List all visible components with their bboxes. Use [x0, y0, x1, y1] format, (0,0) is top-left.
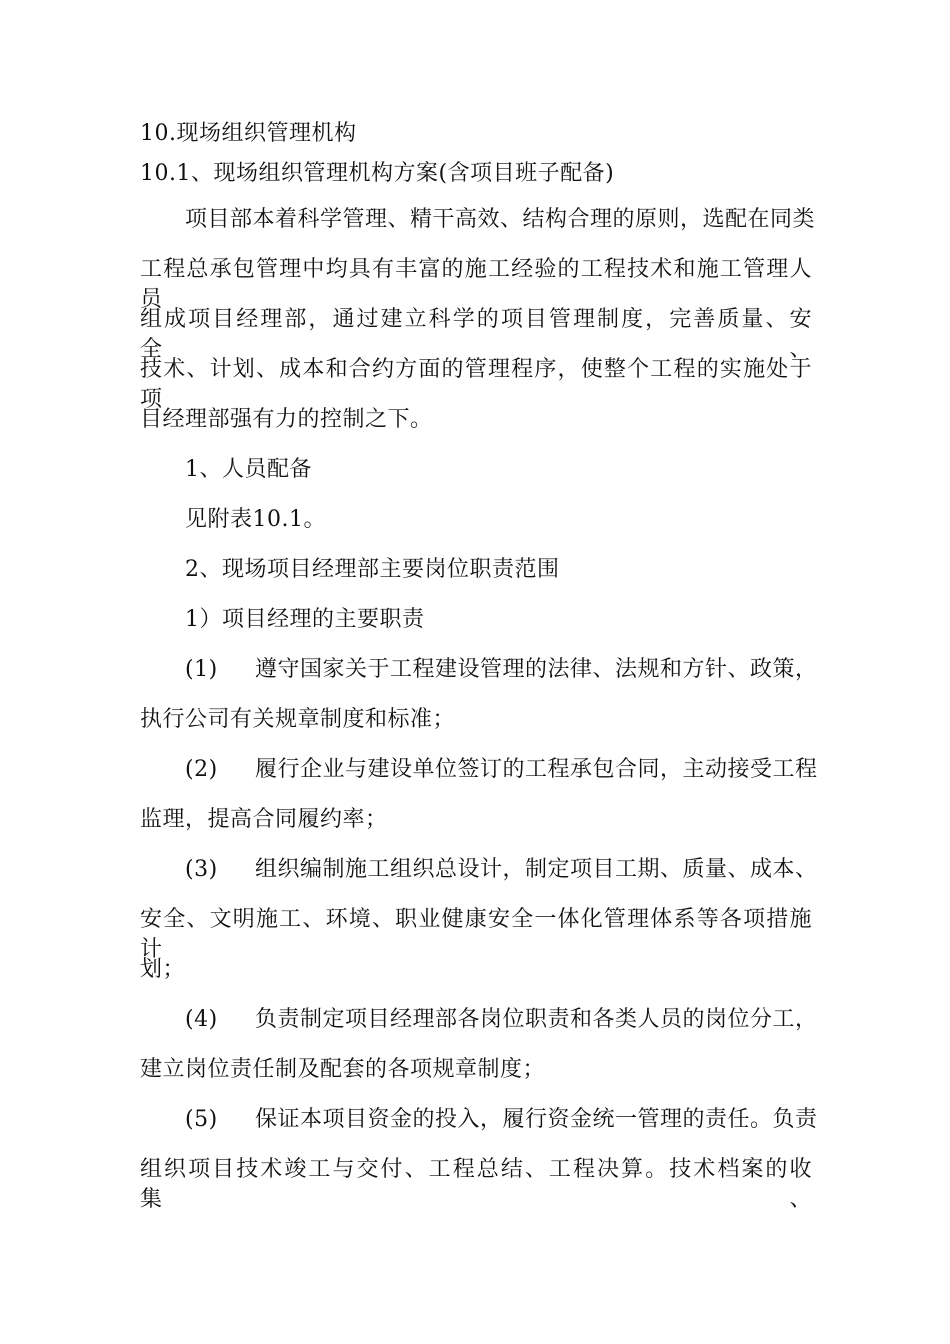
duty-5-line-1: [185, 1105, 818, 1135]
duty-1-line-1: [185, 655, 818, 685]
section-subheading: 10.1、现场组织管理机构方案(含项目班子配备): [140, 161, 615, 186]
intro-line-1: 项目部本着科学管理、精干高效、结构合理的原则，选配在同类: [185, 207, 816, 232]
intro-line-3: 组成项目经理部，通过建立科学的项目管理制度，完善质量、安全、: [140, 307, 812, 362]
duty-3-text: 组织编制施工组织总设计，制定项目工期、质量、成本、: [255, 857, 818, 882]
staffing-body: 见附表10.1。: [185, 507, 326, 532]
intro-line-2: 工程总承包管理中均具有丰富的施工经验的工程技术和施工管理人员: [140, 257, 812, 312]
duty-1-number: (1): [185, 657, 218, 682]
duty-2-number: (2): [185, 757, 218, 782]
duty-1-text: 遵守国家关于工程建设管理的法律、法规和方针、政策，: [255, 657, 818, 682]
duty-3-line-3: 划；: [140, 957, 186, 982]
duty-5-line-2: 组织项目技术竣工与交付、工程总结、工程决算。技术档案的收集、: [140, 1157, 812, 1212]
section-heading: 10.现场组织管理机构: [140, 121, 357, 146]
staffing-title: 1、人员配备: [185, 457, 312, 482]
intro-line-4: 技术、计划、成本和合约方面的管理程序，使整个工程的实施处于项: [140, 357, 812, 412]
duty-1-line-2: 执行公司有关规章制度和标准；: [140, 707, 456, 732]
duty-4-text: 负责制定项目经理部各岗位职责和各类人员的岗位分工，: [255, 1007, 818, 1032]
duty-2-text: 履行企业与建设单位签订的工程承包合同，主动接受工程: [255, 757, 818, 782]
duty-4-line-2: 建立岗位责任制及配套的各项规章制度；: [140, 1057, 546, 1082]
duty-3-number: (3): [185, 857, 218, 882]
duty-2-line-2: 监理，提高合同履约率；: [140, 807, 388, 832]
manager-duties-title: 1）项目经理的主要职责: [185, 607, 425, 632]
duty-5-text: 保证本项目资金的投入，履行资金统一管理的责任。负责: [255, 1107, 818, 1132]
duty-5-number: (5): [185, 1107, 218, 1132]
duty-4-number: (4): [185, 1007, 218, 1032]
duty-3-line-2: 安全、文明施工、环境、职业健康安全一体化管理体系等各项措施计: [140, 907, 812, 962]
responsibilities-title: 2、现场项目经理部主要岗位职责范围: [185, 557, 560, 582]
duty-2-line-1: [185, 755, 818, 785]
duty-4-line-1: [185, 1005, 818, 1035]
duty-3-line-1: [185, 855, 818, 885]
intro-line-5: 目经理部强有力的控制之下。: [140, 407, 433, 432]
